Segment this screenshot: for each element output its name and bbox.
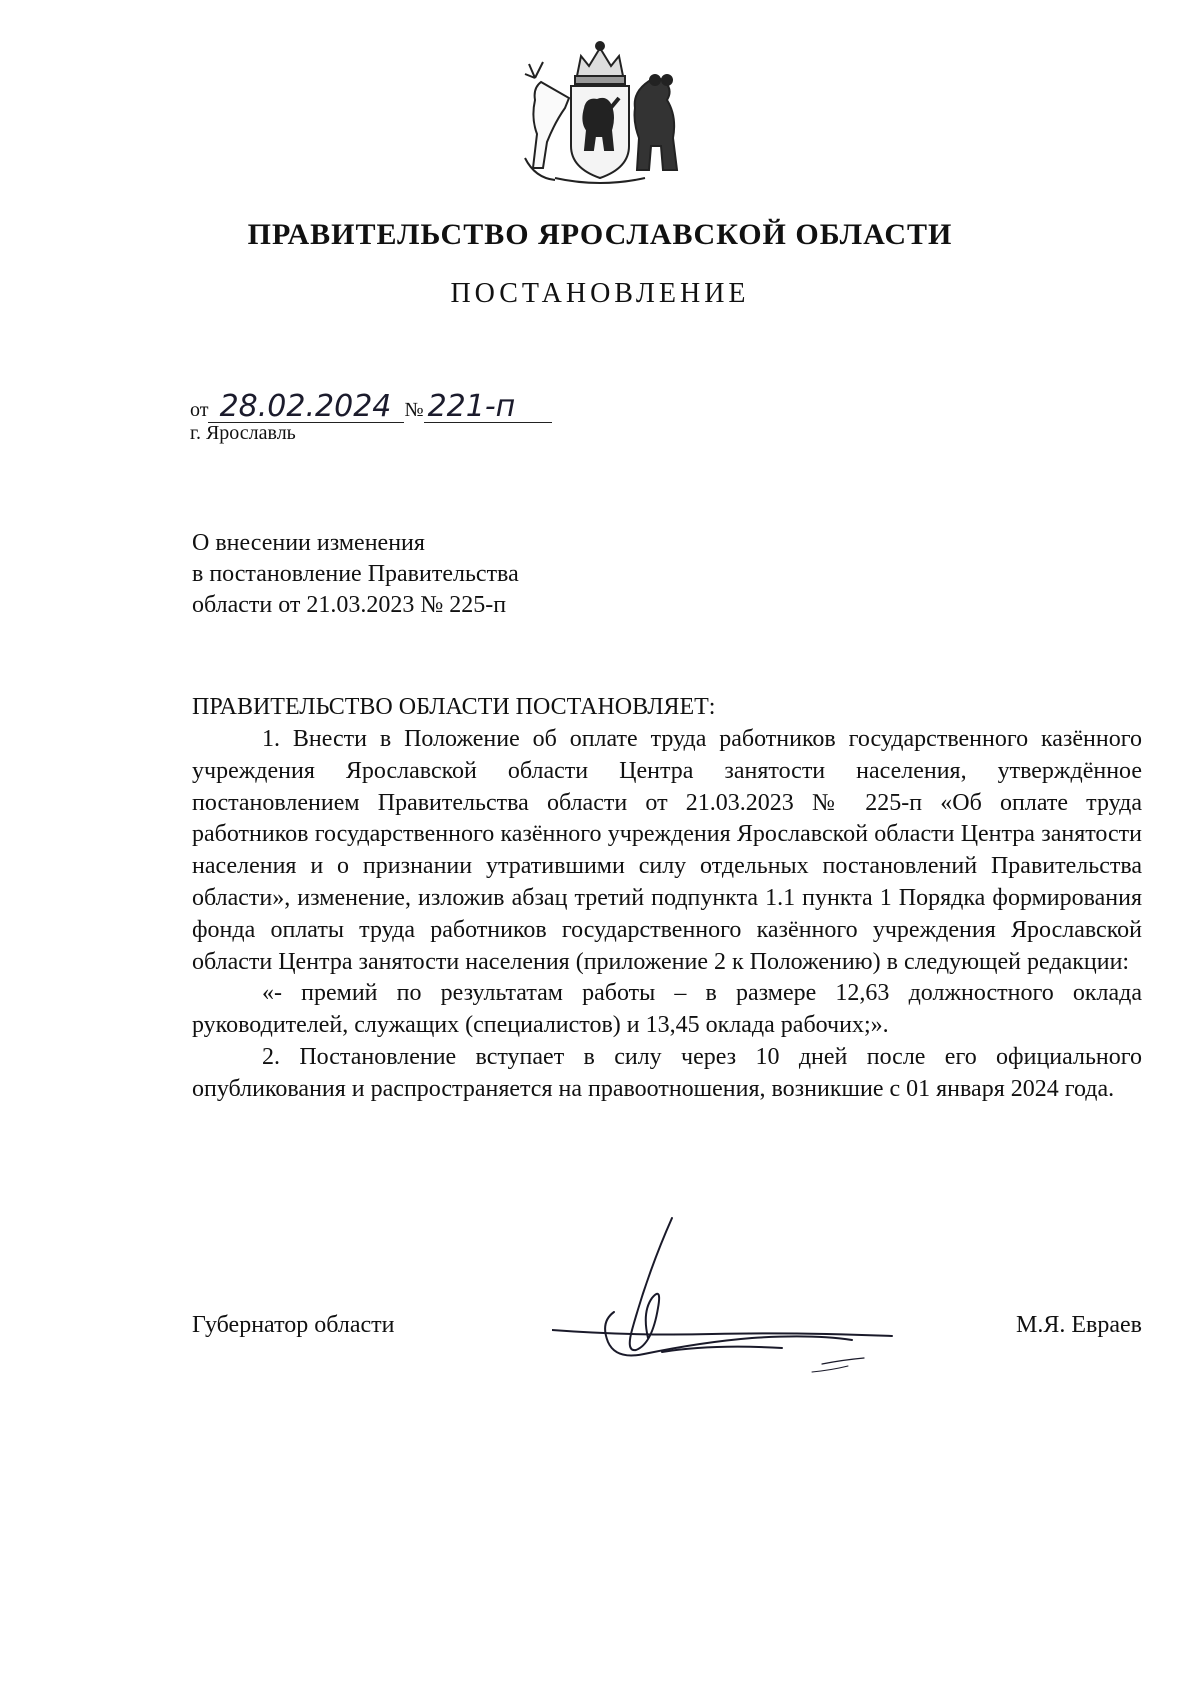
registration-line: [190, 389, 552, 424]
body-paragraph: 1. Внести в Положение об оплате труда работников государственного казённого учреждения Ярославской области Центра занятости населения, утверждённое постановлением Правительства области от 21.03.2023 № 225-п «Об оплате труда работников государственного казённого учреждения Ярославской области Центра занятости населения и о признании утратившими силу отдельных постановлений Правительства области», изменение, изложив абзац третий подпункта 1.1 пункта 1 Порядка формирования фонда оплаты труда работников государственного казённого учреждения Ярославской области Центра занятости населения (приложение 2 к Положению) в следующей редакции:: [192, 726, 1142, 975]
document-subject: [192, 528, 519, 621]
signer-name: М.Я. Евраев: [1016, 1312, 1142, 1338]
body-paragraph: 2. Постановление вступает в силу через 10 дней после его официального опубликования и распространяется на правоотношения, возникшие с 01 января 2024 года.: [192, 1043, 1142, 1102]
number-prefix: №: [404, 399, 424, 421]
document-number: 221-п: [424, 392, 552, 423]
resolves-heading: ПРАВИТЕЛЬСТВО ОБЛАСТИ ПОСТАНОВЛЯЕТ:: [192, 694, 716, 720]
city: г. Ярославль: [190, 422, 296, 444]
body-paragraph: «- премий по результатам работы – в размере 12,63 должностного оклада руководителей, служащих (специалистов) и 13,45 оклада рабочих;».: [192, 980, 1142, 1039]
subject-line: О внесении изменения: [192, 530, 425, 556]
signature-icon: [552, 1212, 922, 1402]
date-prefix: от: [190, 399, 209, 421]
coat-of-arms-icon: [515, 38, 685, 188]
document-type: ПОСТАНОВЛЕНИЕ: [450, 278, 750, 309]
document-body: [192, 724, 1142, 1106]
organization-title: ПРАВИТЕЛЬСТВО ЯРОСЛАВСКОЙ ОБЛАСТИ: [247, 218, 953, 251]
subject-line: области от 21.03.2023 № 225-п: [192, 592, 507, 618]
signer-position: Губернатор области: [192, 1312, 395, 1338]
document-date: 28.02.2024: [208, 392, 404, 423]
subject-line: в постановление Правительства: [192, 561, 519, 587]
